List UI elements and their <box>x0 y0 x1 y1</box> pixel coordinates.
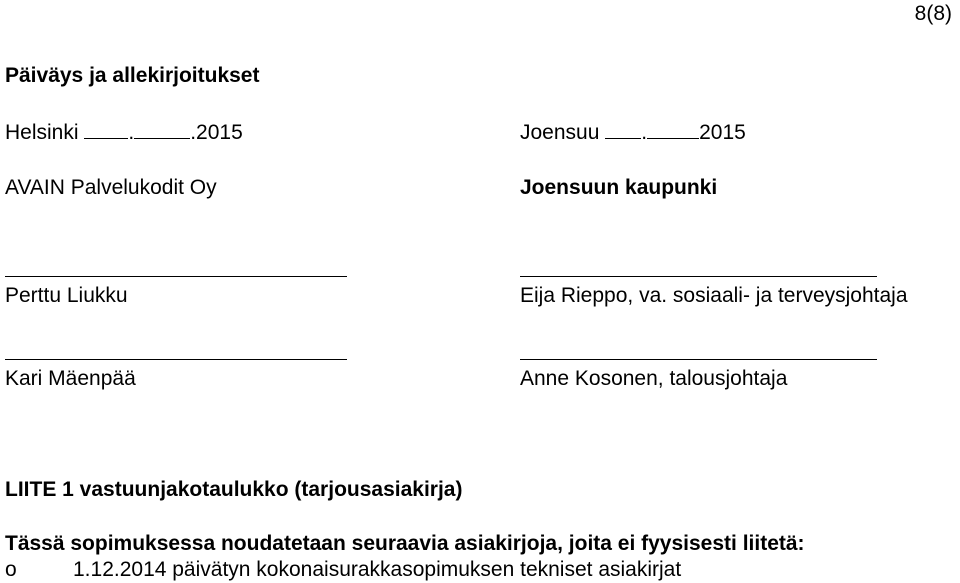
day-blank[interactable] <box>84 120 128 139</box>
signature-line[interactable] <box>5 359 347 360</box>
month-blank[interactable] <box>134 120 190 139</box>
signature-line[interactable] <box>520 276 877 277</box>
right-signer-2: Anne Kosonen, talousjohtaja <box>520 367 788 390</box>
date-separator: . <box>128 120 135 144</box>
page-number: 8(8) <box>914 2 952 25</box>
left-place: Helsinki <box>5 120 79 144</box>
right-signer-1: Eija Rieppo, va. sosiaali- ja terveysjohtaja <box>520 284 908 307</box>
month-blank[interactable] <box>647 120 699 139</box>
left-signer-2: Kari Mäenpää <box>5 367 136 390</box>
right-year: 2015 <box>699 120 746 144</box>
signatures-heading: Päiväys ja allekirjoitukset <box>5 64 260 87</box>
right-organization <box>520 176 717 200</box>
left-signer-1: Perttu Liukku <box>5 284 128 307</box>
list-item <box>5 558 681 582</box>
right-date-line <box>520 120 746 145</box>
appendix-heading: LIITE 1 vastuunjakotaulukko (tarjousasiakirja) <box>5 478 463 501</box>
documents-intro: Tässä sopimuksessa noudatetaan seuraavia asiakirjoja, joita ei fyysisesti liitetä: <box>5 532 805 555</box>
date-separator: . <box>641 120 648 144</box>
signature-line[interactable] <box>5 276 347 277</box>
left-date-line <box>5 120 243 145</box>
left-year: .2015 <box>190 120 243 144</box>
day-blank[interactable] <box>605 120 641 139</box>
right-place: Joensuu <box>520 120 600 144</box>
left-organization: AVAIN Palvelukodit Oy <box>5 176 217 199</box>
bullet-icon: o <box>5 558 17 581</box>
list-item-text: 1.12.2014 päivätyn kokonaisurakkasopimuksen tekniset asiakirjat <box>73 558 682 581</box>
signature-line[interactable] <box>520 359 877 360</box>
right-organization-text: Joensuun kaupunki <box>520 176 718 199</box>
